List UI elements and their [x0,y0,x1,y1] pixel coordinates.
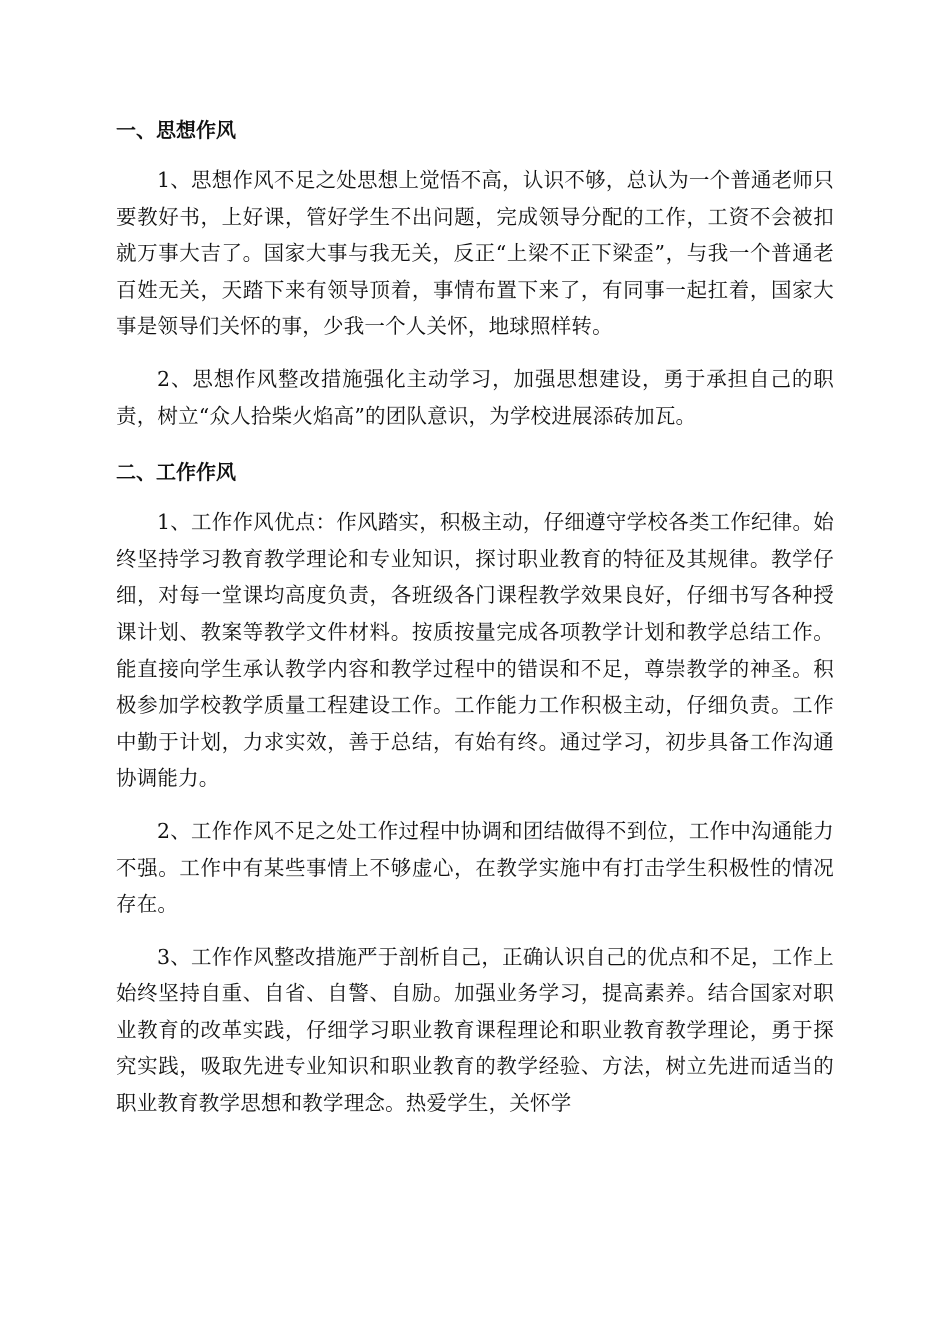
section-heading: 二、工作作风 [116,460,236,485]
paragraph: 2、思想作风整改措施强化主动学习，加强思想建设，勇于承担自己的职责，树立“众人拾柴火焰高”的团队意识，为学校进展添砖加瓦。 [116,366,834,428]
section-heading: 一、思想作风 [116,118,236,142]
paragraph: 1、思想作风不足之处思想上觉悟不高，认识不够，总认为一个普通老师只要教好书，上好课，管好学生不出问题，完成领导分配的工作，工资不会被扣就万事大吉了。国家大事与我无关，反正“上梁不正下梁歪”，与我一个普通老百姓无关，天踏下来有领导顶着，事情布置下来了，有同事一起扛着，国家大事是领导们关怀的事，少我一个人关怀，地球照样转。 [116,168,834,339]
paragraph: 1、工作作风优点：作风踏实，积极主动，仔细遵守学校各类工作纪律。始终坚持学习教育教学理论和专业知识，探讨职业教育的特征及其规律。教学仔细，对每一堂课均高度负责，各班级各门课程教学效果良好，仔细书写各种授课计划、教案等教学文件材料。按质按量完成各项教学计划和教学总结工作。能直接向学生承认教学内容和教学过程中的错误和不足，尊崇教学的神圣。积极参加学校教学质量工程建设工作。工作能力工作积极主动，仔细负责。工作中勤于计划，力求实效，善于总结，有始有终。通过学习，初步具备工作沟通协调能力。 [116,510,834,791]
paragraph: 3、工作作风整改措施严于剖析自己，正确认识自己的优点和不足，工作上始终坚持自重、自省、自警、自励。加强业务学习，提高素养。结合国家对职业教育的改革实践，仔细学习职业教育课程理论和职业教育教学理论，勇于探究实践，吸取先进专业知识和职业教育的教学经验、方法，树立先进而适当的职业教育教学思想和教学理念。热爱学生，关怀学 [116,944,834,1116]
paragraph: 2、工作作风不足之处工作过程中协调和团结做得不到位，工作中沟通能力不强。工作中有某些事情上不够虚心，在教学实施中有打击学生积极性的情况存在。 [116,818,834,917]
section-work-style [116,454,834,1122]
document-body [116,112,834,1138]
section-thought-style [116,112,834,434]
